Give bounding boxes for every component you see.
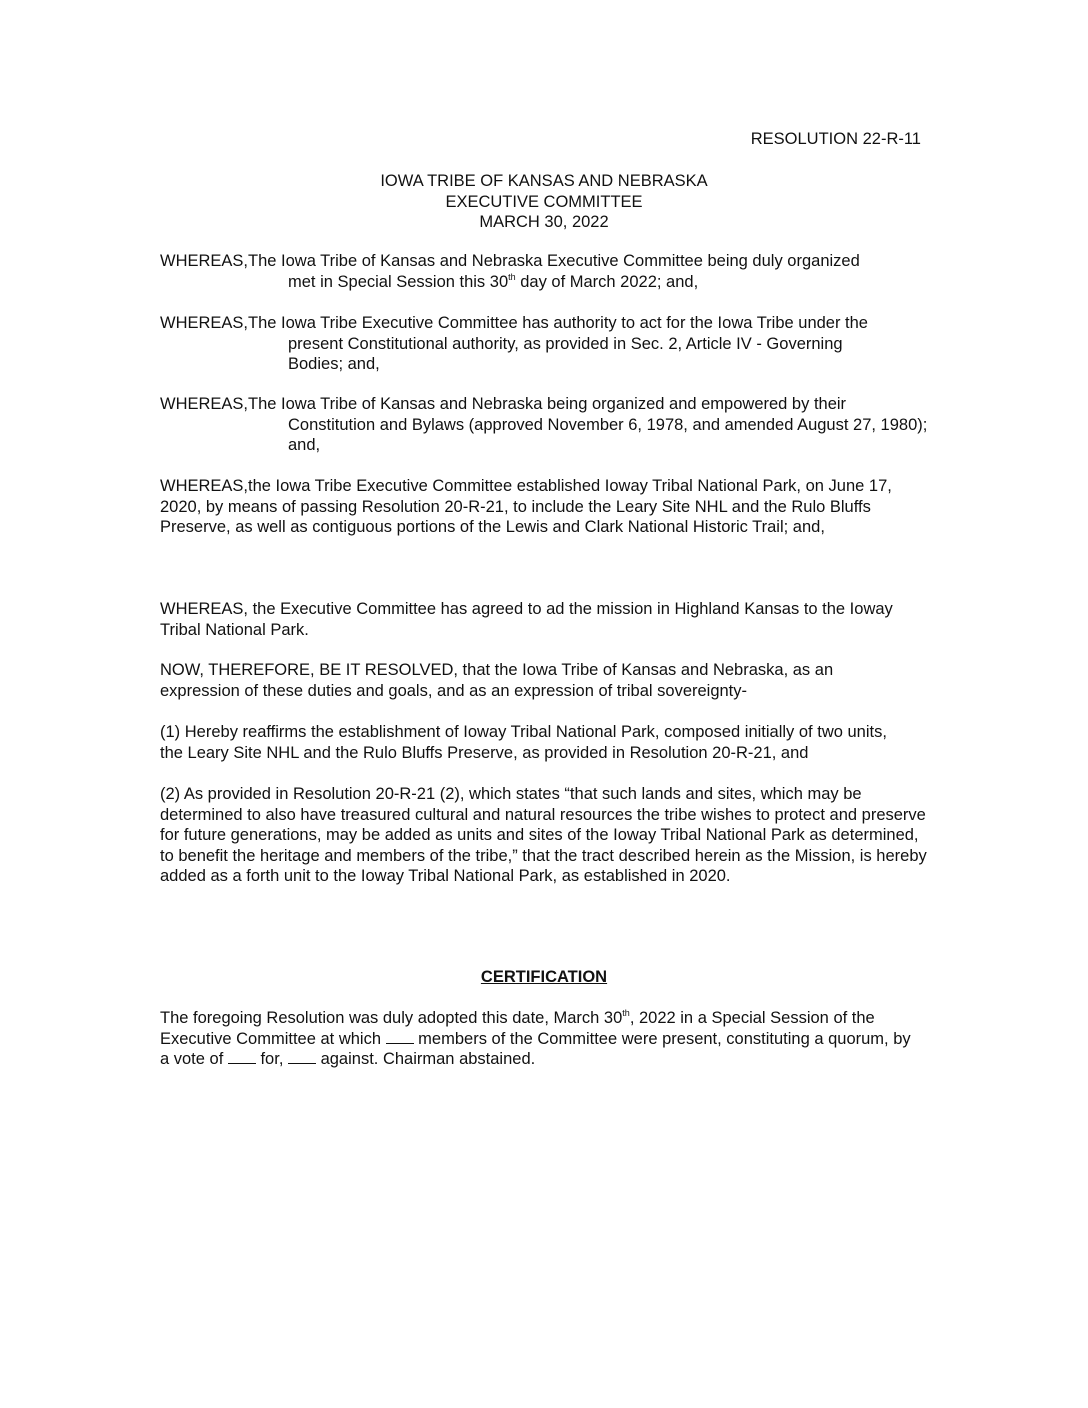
resolution-item-1: (1) Hereby reaffirms the establishment of Ioway Tribal National Park, composed initially of two units, the Leary Site NHL and the Rulo Bluffs Preserve, as provided in Resolution 20-R-21, and: [160, 723, 887, 762]
whereas-3-first-line: WHEREAS,The Iowa Tribe of Kansas and Nebraska being organized and empowered by their: [160, 395, 847, 413]
whereas-clause-5: WHEREAS, the Executive Committee has agreed to ad the mission in Highland Kansas to the Ioway Tribal National Park.: [160, 600, 893, 639]
whereas-clause-3: [160, 394, 940, 456]
whereas-3-continuation: Constitution and Bylaws (approved November 6, 1978, and amended August 27, 1980); and,: [288, 415, 928, 455]
certification-text-a: The foregoing Resolution was duly adopted this date, March 30: [160, 1009, 623, 1027]
certification-text-b: , 2022 in a Special Session of the Executive Committee at which: [160, 1009, 875, 1048]
whereas-1-superscript: th: [508, 271, 516, 282]
certification-text-d: for,: [255, 1050, 288, 1069]
certification-text-c: members of the Committee were present, constituting a quorum, by a vote of: [160, 1029, 911, 1069]
members-present-blank: [386, 1029, 414, 1044]
resolved-clause: NOW, THEREFORE, BE IT RESOLVED, that the Iowa Tribe of Kansas and Nebraska, as an expression of these duties and goals, and as an expression of tribal sovereignty-: [160, 661, 834, 700]
certification-text-e: against. Chairman abstained.: [316, 1050, 536, 1069]
resolution-item-2: (2) As provided in Resolution 20-R-21 (2), which states “that such lands and sites, which may be determined to also have treasured cultural and natural resources the tribe wishes to protect and preserve for future generations, may be added as units and sites of the Ioway Tribal National Park as determined, to benefit the heritage and members of the tribe,” that the tract described herein as the Mission, is hereby added as a forth unit to the Ioway Tribal National Park, as established in 2020.: [160, 785, 927, 886]
whereas-2-continuation: present Constitutional authority, as provided in Sec. 2, Article IV - Governing Bodies; and,: [288, 334, 843, 374]
certification-text: [160, 1008, 920, 1070]
certification-heading: CERTIFICATION: [480, 968, 608, 986]
heading-date: MARCH 30, 2022: [479, 213, 609, 232]
resolution-number: RESOLUTION 22-R-11: [750, 130, 921, 148]
whereas-1-text-a: met in Special Session this 30: [288, 272, 509, 291]
heading-committee: EXECUTIVE COMMITTEE: [445, 192, 643, 211]
whereas-1-text-b: day of March 2022; and,: [515, 272, 699, 291]
document-heading: [0, 171, 1088, 233]
whereas-clause-2: [160, 313, 940, 375]
whereas-1-first-line: WHEREAS,The Iowa Tribe of Kansas and Nebraska Executive Committee being duly organized: [160, 252, 860, 270]
whereas-clause-4: WHEREAS,the Iowa Tribe Executive Committee established Ioway Tribal National Park, on June 17, 2020, by means of passing Resolution 20-R-21, to include the Leary Site NHL and the Rulo Bluffs Preserve, as well as contiguous portions of the Lewis and Clark National Historic Trail; and,: [160, 477, 892, 537]
votes-against-blank: [288, 1049, 316, 1064]
votes-for-blank: [228, 1049, 256, 1064]
heading-tribe-name: IOWA TRIBE OF KANSAS AND NEBRASKA: [380, 172, 708, 190]
certification-superscript: th: [622, 1008, 630, 1018]
whereas-clause-1: [160, 251, 940, 292]
whereas-1-continuation: [160, 272, 940, 293]
whereas-2-first-line: WHEREAS,The Iowa Tribe Executive Committee has authority to act for the Iowa Tribe under the: [160, 314, 868, 332]
